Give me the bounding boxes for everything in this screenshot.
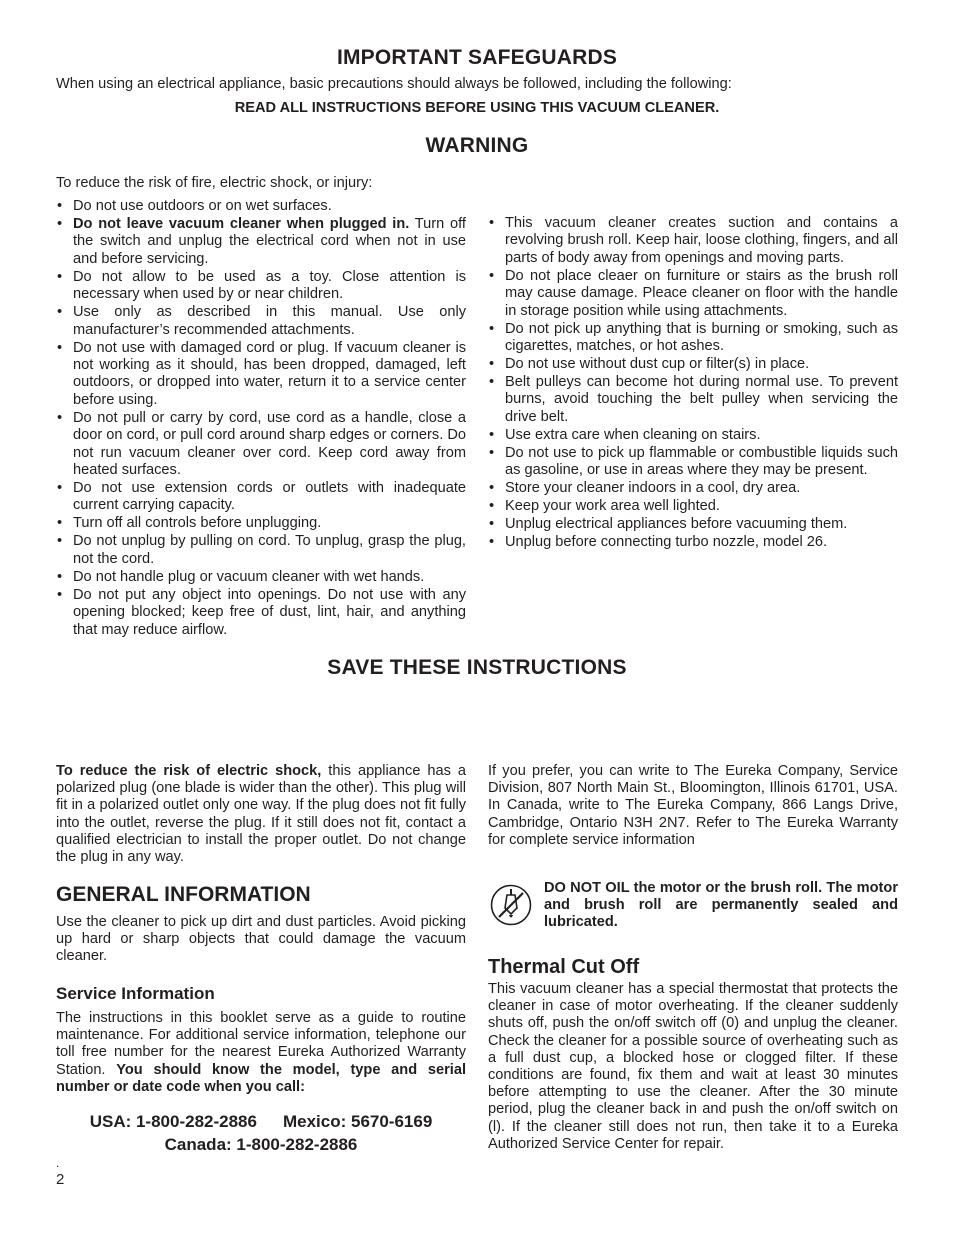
list-item: • Do not pick up anything that is burning or smoking, such as cigarettes, matches, or hot ashes. (488, 321, 898, 356)
warning-intro: To reduce the risk of fire, electric shock, or injury: (56, 175, 373, 191)
phone-numbers (56, 1110, 466, 1156)
thermal-cut-off-text: This vacuum cleaner has a special thermostat that protects the cleaner in case of motor overheating. If the cleaner suddenly shuts off, push the on/off switch off (0) and unplug the cleaner. Check the cleaner for a possible source of overheating such as a full dust cup, a blocked hose or clogged filter. If these conditions are found, fix them and wait at least 30 minutes before attempting to use the cleaner. After the 30 minute period, plug the cleaner back in and push the on/off switch on (l). If the cleaner still does not run, then take it to a Eureka Authorized Service Center for repair. (488, 981, 898, 1152)
service-information-text: The instructions in this booklet serve as a guide to routine maintenance. For additional service information, telephone our toll free number for the nearest Eureka Authorized Warranty Station. You should know the model, type and serial number or date code when you call: (56, 1010, 467, 1095)
list-item: • Do not handle plug or vacuum cleaner with wet hands. (56, 569, 466, 586)
service-information-title: Service Information (56, 984, 215, 1003)
list-item: • Do not place cleaer on furniture or stairs as the brush roll may cause damage. Pleace cleaner on floor with the handle in storage position while using attachments. (488, 268, 898, 320)
thermal-cut-off-title: Thermal Cut Off (488, 956, 640, 978)
list-item: • Turn off all controls before unplugging. (56, 515, 466, 532)
safeguards-title: IMPORTANT SAFEGUARDS (336, 46, 618, 69)
list-item: • Do not use to pick up flammable or combustible liquids such as gasoline, or use in areas where they may be present. (488, 445, 898, 480)
save-instructions-title: SAVE THESE INSTRUCTIONS (327, 656, 627, 679)
no-oil-icon (490, 884, 532, 926)
electric-shock-paragraph: To reduce the risk of electric shock, this appliance has a polarized plug (one blade is wider than the other). This plug will fit in a polarized outlet only one way. If the plug does not fit fully into the outlet, reverse the plug. If it still does not fit, contact a qualified electrician to install the proper outlet. Do not change the plug in any way. (56, 763, 466, 866)
general-information-text: Use the cleaner to pick up dirt and dust particles. Avoid picking up hard or sharp objects that could damage the vacuum cleaner. (56, 914, 466, 965)
general-information-title: GENERAL INFORMATION (56, 883, 311, 906)
list-item: • Do not use with damaged cord or plug. If vacuum cleaner is not working as it should, has been dropped, damaged, left outdoors, or dropped into water, return it to a service center before using. (56, 340, 466, 410)
write-address-paragraph: If you prefer, you can write to The Eureka Company, Service Division, 807 North Main St., Bloomington, Illinois 61701, USA. In Canada, write to The Eureka Company, 866 Langs Drive, Cambridge, Ontario N3H 2N7. Refer to The Eureka Warranty for complete service information (488, 763, 898, 848)
warning-list-left (56, 198, 466, 640)
list-item: • Do not use without dust cup or filter(s) in place. (488, 356, 898, 373)
safeguards-intro: When using an electrical appliance, basic precautions should always be followed, including the following: (56, 76, 732, 92)
usa-phone: USA: 1-800-282-2886 (89, 1112, 257, 1131)
list-item: • Store your cleaner indoors in a cool, dry area. (488, 480, 898, 497)
list-item: • Keep your work area well lighted. (488, 498, 898, 515)
do-not-oil-note: DO NOT OIL the motor or the brush roll. The motor and brush roll are permanently sealed and lubricated. (544, 880, 898, 931)
list-item: • Unplug electrical appliances before vacuuming them. (488, 516, 898, 533)
list-item: • Do not put any object into openings. Do not use with any opening blocked; keep free of dust, lint, hair, and anything that may reduce airflow. (56, 587, 466, 639)
warning-title: WARNING (425, 134, 529, 157)
mexico-phone: Mexico: 5670-6169 (282, 1112, 433, 1131)
list-item: • Belt pulleys can become hot during normal use. To prevent burns, avoid touching the belt pulley when servicing the drive belt. (488, 374, 898, 426)
read-all-instructions: READ ALL INSTRUCTIONS BEFORE USING THIS VACUUM CLEANER. (234, 100, 720, 116)
list-item: • Do not unplug by pulling on cord. To unplug, grasp the plug, not the cord. (56, 533, 466, 568)
list-item: • Use only as described in this manual. Use only manufacturer’s recommended attachments. (56, 304, 466, 339)
list-item: • Use extra care when cleaning on stairs. (488, 427, 898, 444)
list-item: • Do not leave vacuum cleaner when plugged in. Turn off the switch and unplug the electrical cord when not in use and before servicing. (56, 216, 466, 268)
list-item: • Unplug before connecting turbo nozzle, model 26. (488, 534, 898, 551)
list-item: • Do not pull or carry by cord, use cord as a handle, close a door on cord, or pull cord around sharp edges or corners. Do not run vacuum cleaner over cord. Keep cord away from heated surfaces. (56, 410, 466, 480)
list-item: • Do not use extension cords or outlets with inadequate current carrying capacity. (56, 480, 466, 515)
list-item: • This vacuum cleaner creates suction and contains a revolving brush roll. Keep hair, loose clothing, fingers, and all parts of body away from openings and moving parts. (488, 215, 898, 267)
page-number: 2 (56, 1171, 65, 1188)
warning-list-right (488, 215, 898, 552)
list-item: • Do not use outdoors or on wet surfaces. (56, 198, 466, 215)
list-item: • Do not allow to be used as a toy. Close attention is necessary when used by or near children. (56, 269, 466, 304)
footer-dot: . (56, 1156, 60, 1170)
canada-phone: Canada: 1-800-282-2886 (164, 1135, 358, 1154)
